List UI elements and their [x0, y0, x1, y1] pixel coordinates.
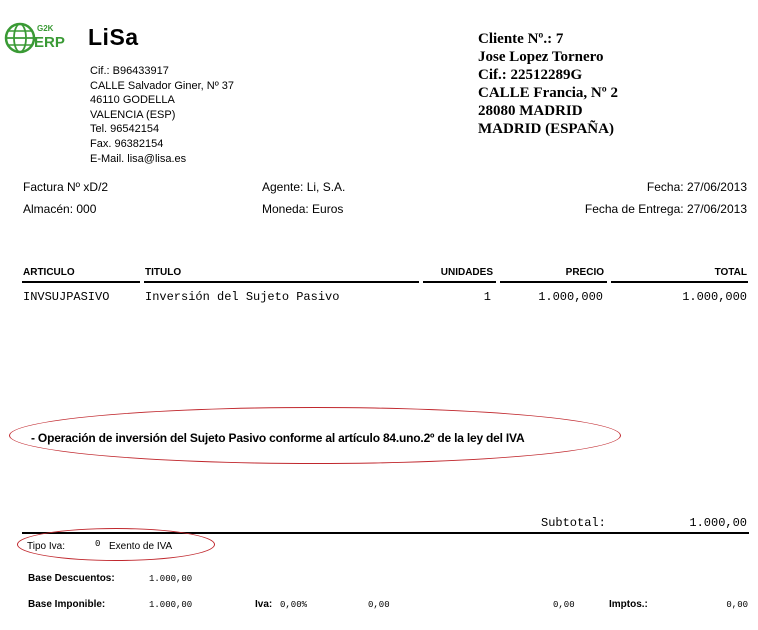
base-descuentos-label: Base Descuentos: [28, 573, 115, 584]
cell-precio: 1.000,000 [538, 290, 603, 304]
warehouse: Almacén: 000 [23, 202, 97, 216]
tipo-iva-description: Exento de IVA [109, 541, 173, 552]
base-descuentos-value: 1.000,00 [149, 574, 193, 584]
cell-titulo: Inversión del Sujeto Pasivo [145, 290, 340, 304]
company-fax: Fax. 96382154 [90, 137, 164, 150]
company-address: CALLE Salvador Giner, Nº 37 [90, 79, 235, 92]
col-header-precio: PRECIO [565, 267, 604, 278]
globe-icon [6, 24, 34, 52]
logo-badge: G2K [37, 24, 54, 33]
company-city: 46110 GODELLA [90, 94, 175, 107]
client-region: MADRID (ESPAÑA) [478, 121, 614, 137]
header-rule [22, 281, 140, 283]
base-imponible-label: Base Imponible: [28, 599, 106, 610]
g2k-erp-logo [4, 21, 66, 55]
iva-label: Iva: [255, 599, 273, 610]
delivery-date: Fecha de Entrega: 27/06/2013 [584, 202, 747, 216]
legal-note: - Operación de inversión del Sujeto Pasivo conforme al artículo 84.uno.2º de la ley del IVA [31, 431, 525, 445]
brand-name: LiSa [88, 24, 139, 50]
subtotal-value: 1.000,00 [689, 516, 747, 530]
imptos-value: 0,00 [726, 600, 748, 610]
surcharge-value: 0,00 [553, 600, 575, 610]
cell-articulo: INVSUJPASIVO [23, 290, 110, 304]
header-rule [423, 281, 496, 283]
base-imponible-value: 1.000,00 [149, 600, 193, 610]
company-email: E-Mail. lisa@lisa.es [90, 152, 187, 165]
client-address: CALLE Francia, Nº 2 [478, 85, 618, 101]
currency: Moneda: Euros [262, 202, 344, 216]
tipo-iva-code: 0 [95, 539, 101, 549]
client-city: 28080 MADRID [478, 103, 583, 119]
imptos-label: Imptos.: [609, 599, 648, 610]
company-region: VALENCIA (ESP) [90, 108, 176, 121]
logo-erp: ERP [34, 34, 65, 51]
cell-unidades: 1 [483, 290, 491, 304]
tipo-iva-label: Tipo Iva: [27, 541, 65, 552]
agent: Agente: Li, S.A. [262, 180, 346, 194]
col-header-total: TOTAL [714, 267, 747, 278]
subtotal-label: Subtotal: [541, 516, 606, 530]
header-rule [611, 281, 748, 283]
col-header-titulo: TITULO [145, 267, 182, 278]
company-info [90, 64, 234, 166]
iva-percent: 0,00% [280, 600, 308, 610]
client-name: Jose Lopez Tornero [478, 49, 604, 65]
col-header-articulo: ARTICULO [23, 267, 75, 278]
header-rule [144, 281, 419, 283]
client-info [478, 30, 618, 138]
header-rule [500, 281, 607, 283]
col-header-unidades: UNIDADES [440, 267, 493, 278]
client-cif: Cif.: 22512289G [478, 67, 583, 83]
company-cif: Cif.: B96433917 [90, 65, 169, 77]
cell-total: 1.000,000 [682, 290, 747, 304]
iva-value: 0,00 [368, 600, 390, 610]
invoice-number: Factura Nº xD/2 [23, 180, 109, 194]
client-number: Cliente Nº.: 7 [478, 31, 564, 47]
invoice-date: Fecha: 27/06/2013 [646, 180, 747, 194]
company-phone: Tel. 96542154 [90, 123, 160, 136]
